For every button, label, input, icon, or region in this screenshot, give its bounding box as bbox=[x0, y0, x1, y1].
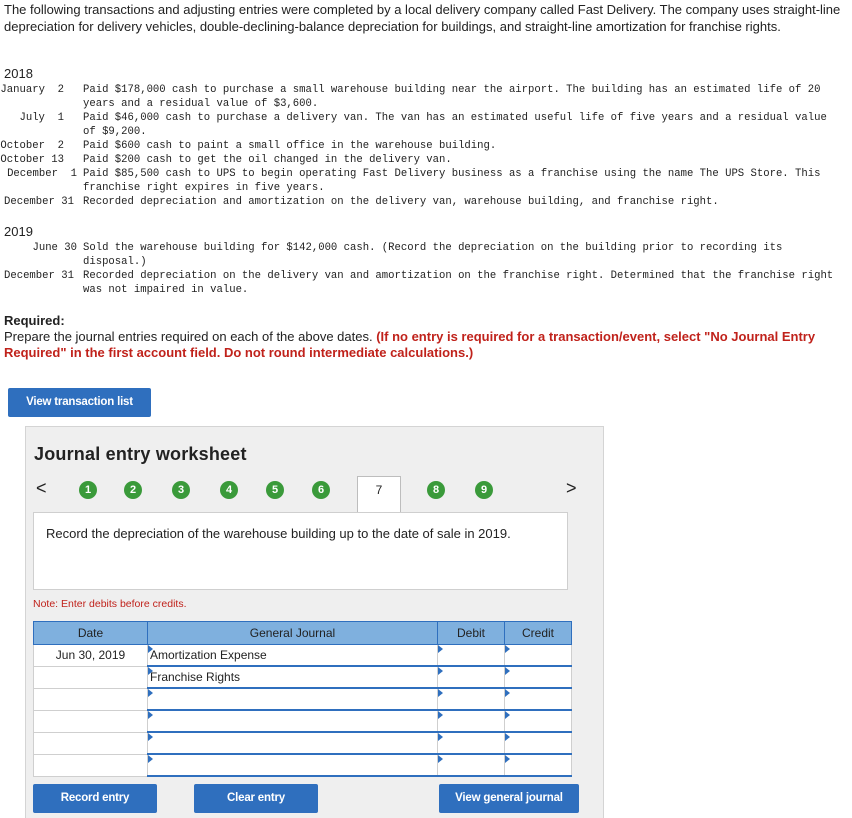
cell-marker-icon bbox=[438, 689, 443, 697]
date-cell-value: Jun 30, 2019 bbox=[55, 648, 126, 663]
journal-row bbox=[34, 732, 572, 754]
journal-row bbox=[34, 688, 572, 710]
cell-marker-icon bbox=[505, 711, 510, 719]
account-field-value: Franchise Rights bbox=[150, 670, 241, 684]
step-8[interactable]: 8 bbox=[427, 481, 445, 499]
year-label-2019: 2019 bbox=[4, 224, 33, 239]
journal-row bbox=[34, 666, 572, 688]
cell-marker-icon bbox=[438, 667, 443, 675]
step-3[interactable]: 3 bbox=[172, 481, 190, 499]
next-arrow-icon[interactable]: > bbox=[566, 478, 577, 498]
account-field[interactable] bbox=[148, 645, 438, 667]
account-field[interactable] bbox=[148, 666, 438, 688]
journal-row bbox=[34, 710, 572, 732]
intro-paragraph: The following transactions and adjusting entries were completed by a local delivery company called Fast Delivery. The company uses straight-line depreciation for delivery vehicles, double-declining-balance depreciation for buildings, and straight-line amortization for franchise rights. bbox=[4, 2, 841, 34]
worksheet-title: Journal entry worksheet bbox=[34, 444, 247, 464]
general-journal-header: General Journal bbox=[148, 622, 438, 645]
debit-field[interactable] bbox=[438, 754, 505, 776]
year-label-2018: 2018 bbox=[4, 66, 33, 81]
cell-marker-icon bbox=[148, 667, 153, 675]
debit-header: Debit bbox=[438, 622, 505, 645]
transaction-text: Paid $46,000 cash to purchase a delivery van. The van has an estimated useful life of five years and a residual value of $9,200. bbox=[83, 112, 827, 138]
step-7-current[interactable]: 7 bbox=[357, 476, 401, 512]
account-field[interactable] bbox=[148, 710, 438, 732]
debit-field[interactable] bbox=[438, 645, 505, 667]
required-heading: Required: bbox=[4, 313, 65, 328]
transaction-date: December 31 bbox=[4, 196, 74, 208]
debits-note: Note: Enter debits before credits. bbox=[33, 598, 187, 610]
cell-marker-icon bbox=[148, 711, 153, 719]
credit-field[interactable] bbox=[505, 645, 572, 667]
required-emphasis: (If no entry is required for a transaction/event, select "No Journal Entry Required" in the first account field. Do not round intermediate calculations.) bbox=[4, 329, 816, 360]
credit-field[interactable] bbox=[505, 732, 572, 754]
debit-field[interactable] bbox=[438, 688, 505, 710]
date-cell bbox=[34, 688, 148, 710]
date-cell bbox=[34, 732, 148, 754]
credit-field[interactable] bbox=[505, 666, 572, 688]
cell-marker-icon bbox=[505, 689, 510, 697]
transaction-text: Paid $178,000 cash to purchase a small warehouse building near the airport. The building has an estimated life of 20 years and a residual value of $3,600. bbox=[83, 84, 821, 110]
step-9[interactable]: 9 bbox=[475, 481, 493, 499]
cell-marker-icon bbox=[438, 733, 443, 741]
cell-marker-icon bbox=[438, 645, 443, 653]
cell-marker-icon bbox=[148, 645, 153, 653]
credit-field[interactable] bbox=[505, 710, 572, 732]
view-general-journal-button[interactable]: View general journal bbox=[439, 784, 579, 813]
cell-marker-icon bbox=[505, 733, 510, 741]
journal-header-row bbox=[34, 622, 572, 645]
transaction-date: July 1 bbox=[19, 112, 64, 124]
step-6[interactable]: 6 bbox=[312, 481, 330, 499]
cell-marker-icon bbox=[148, 689, 153, 697]
view-transaction-list-button[interactable]: View transaction list bbox=[8, 388, 151, 417]
cell-marker-icon bbox=[505, 645, 510, 653]
credit-field[interactable] bbox=[505, 688, 572, 710]
transaction-text: Recorded depreciation on the delivery van and amortization on the franchise right. Determined that the franchise right was not impaired in value. bbox=[83, 270, 834, 296]
step-2[interactable]: 2 bbox=[124, 481, 142, 499]
date-cell bbox=[34, 645, 148, 667]
debit-field[interactable] bbox=[438, 732, 505, 754]
transaction-date: October 13 bbox=[0, 154, 64, 166]
clear-entry-button[interactable]: Clear entry bbox=[194, 784, 318, 813]
journal-entry-worksheet bbox=[25, 426, 604, 818]
prev-arrow-icon[interactable]: < bbox=[36, 478, 47, 498]
cell-marker-icon bbox=[438, 755, 443, 763]
transaction-text: Paid $200 cash to get the oil changed in the delivery van. bbox=[83, 154, 452, 166]
transaction-text: Sold the warehouse building for $142,000 cash. (Record the depreciation on the building prior to recording its disposal.) bbox=[83, 242, 783, 268]
date-cell bbox=[34, 754, 148, 776]
required-text: Prepare the journal entries required on each of the above dates. bbox=[4, 329, 377, 344]
cell-marker-icon bbox=[505, 667, 510, 675]
step-4[interactable]: 4 bbox=[220, 481, 238, 499]
date-header: Date bbox=[34, 622, 148, 645]
transaction-date: June 30 bbox=[32, 242, 77, 254]
step-description-box bbox=[33, 512, 568, 590]
transaction-date: December 1 bbox=[7, 168, 77, 180]
transaction-date: October 2 bbox=[0, 140, 64, 152]
cell-marker-icon bbox=[438, 711, 443, 719]
transaction-text: Recorded depreciation and amortization on the delivery van, warehouse building, and franchise right. bbox=[83, 196, 719, 208]
debit-field[interactable] bbox=[438, 710, 505, 732]
step-1[interactable]: 1 bbox=[79, 481, 97, 499]
transaction-text: Paid $600 cash to paint a small office in the warehouse building. bbox=[83, 140, 497, 152]
date-cell bbox=[34, 710, 148, 732]
journal-row bbox=[34, 645, 572, 667]
transaction-date: January 2 bbox=[0, 84, 64, 96]
debit-field[interactable] bbox=[438, 666, 505, 688]
account-field[interactable] bbox=[148, 732, 438, 754]
journal-row bbox=[34, 754, 572, 776]
cell-marker-icon bbox=[148, 733, 153, 741]
journal-table bbox=[33, 621, 572, 777]
account-field[interactable] bbox=[148, 688, 438, 710]
record-entry-button[interactable]: Record entry bbox=[33, 784, 157, 813]
transaction-date: December 31 bbox=[4, 270, 74, 282]
credit-header: Credit bbox=[505, 622, 572, 645]
step-description: Record the depreciation of the warehouse building up to the date of sale in 2019. bbox=[46, 526, 511, 541]
cell-marker-icon bbox=[505, 755, 510, 763]
cell-marker-icon bbox=[148, 755, 153, 763]
transaction-text: Paid $85,500 cash to UPS to begin operating Fast Delivery business as a franchise using the name The UPS Store. This franchise right expires in five years. bbox=[83, 168, 821, 194]
account-field-value: Amortization Expense bbox=[150, 648, 267, 662]
required-instructions bbox=[4, 329, 844, 361]
step-5[interactable]: 5 bbox=[266, 481, 284, 499]
credit-field[interactable] bbox=[505, 754, 572, 776]
account-field[interactable] bbox=[148, 754, 438, 776]
date-cell bbox=[34, 666, 148, 688]
